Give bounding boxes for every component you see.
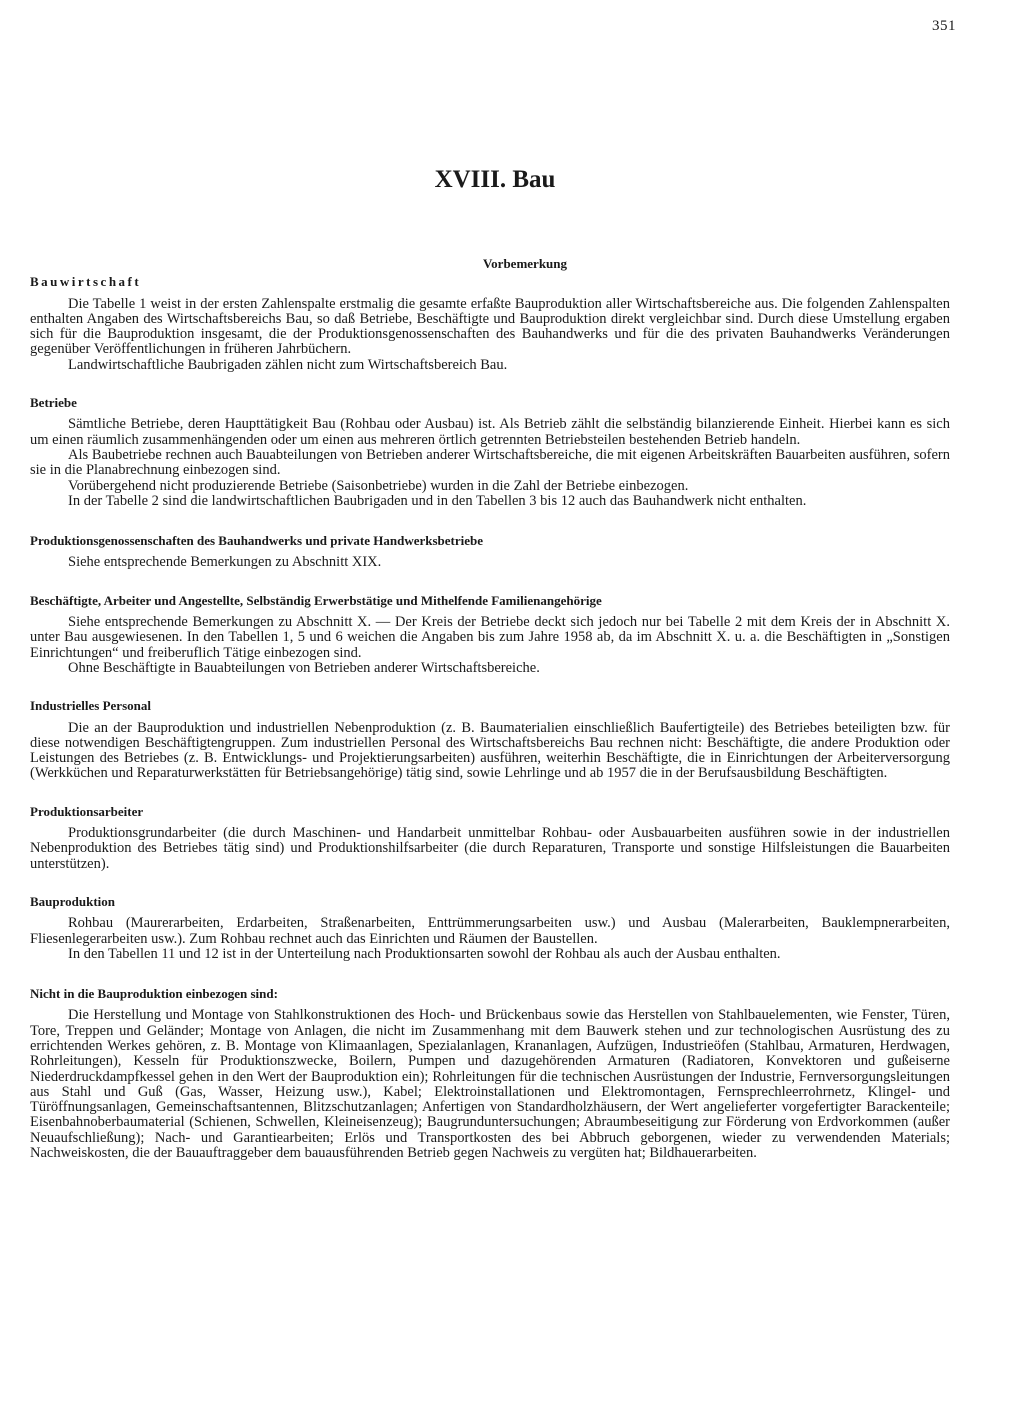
section-heading: Industrielles Personal [30,698,151,714]
section-heading: Produktionsarbeiter [30,803,144,819]
section-heading: Beschäftigte, Arbeiter und Angestellte, Selbständig Erwerbstätige und Mithelfende Familienangehörige [30,592,602,608]
paragraph: Landwirtschaftliche Baubrigaden zählen nicht zum Wirtschaftsbereich Bau. [68,356,508,373]
paragraph: Sämtliche Betriebe, deren Haupttätigkeit Bau (Rohbau oder Ausbau) ist. Als Betrieb zählt die selbständig bilanzierende Einheit. Hierbei kann es sich um einen räumlich zusammenhängenden oder um einen aus mehreren örtlich getrennten Betriebsteilen bestehenden Betrieb handeln. [30,416,950,448]
section-beschaeftigte [30,593,950,676]
paragraph: Siehe entsprechende Bemerkungen zu Abschnitt XIX. [68,554,382,571]
section-produktionsarbeiter [30,804,950,872]
section-heading: Nicht in die Bauproduktion einbezogen sind: [30,986,278,1002]
section-heading: Betriebe [30,395,77,411]
section-produktionsgenossenschaften [30,533,950,571]
page-number: 351 [932,18,956,34]
section-heading: Bauwirtschaft [30,274,142,290]
paragraph: Produktionsgrundarbeiter (die durch Maschinen- und Handarbeit unmittelbar Rohbau- oder Ausbauarbeiten ausführen sowie in der industriellen Nebenproduktion des Betriebes tätig sind) und Produktionshilfsarbeiter (die durch Reparaturen, Transporte und sonstige Hilfsleistungen die Bauarbeiten unterstützen). [30,825,950,872]
paragraph: In der Tabelle 2 sind die landwirtschaftlichen Baubrigaden und in den Tabellen 3 bis 12 auch das Bauhandwerk nicht enthalten. [68,492,807,509]
paragraph: Die an der Bauproduktion und industriellen Nebenproduktion (z. B. Baumaterialien einschließlich Baufertigteile) des Betriebes beteiligten bzw. für diese notwendigen Beschäftigtengruppen. Zum industriellen Personal des Wirtschaftsbereichs Bau rechnen nicht: Beschäftigte, die andere Produktion oder Leistungen des Betriebes (z. B. Entwicklungs- und Projektierungsarbeiten) ausführen, weiterhin Beschäftigte, die in Einrichtungen der Arbeiterversorgung (Werkküchen und Reparaturwerkstätten für Betriebsangehörige) tätig sind, sowie Lehrlinge und ab 1957 die in der Berufsausbildung Beschäftigten. [30,719,950,782]
section-industrielles-personal [30,698,950,781]
paragraph: Ohne Beschäftigte in Bauabteilungen von Betrieben anderer Wirtschaftsbereiche. [68,659,540,676]
chapter-title: XVIII. Bau [434,166,556,193]
paragraph: Die Herstellung und Montage von Stahlkonstruktionen des Hoch- und Brückenbaus sowie das Herstellen von Stahlbauelementen, wie Fenster, Türen, Tore, Treppen und Geländer; Montage von Anlagen, die nicht im Zusammenhang mit dem Bauwerk stehen und zur technologischen Ausrüstung des zu errichtenden Werkes gehören, z. B. Montage von Klimaanlagen, Spezialanlagen, Krananlagen, Aufzügen, Industrieöfen (Stahlbau, Armaturen, Herdwagen, Rohrleitungen), Kesseln für Produktionszwecke, Boilern, Pumpen und dazugehörenden Armaturen (Radiatoren, Konvektoren und gußeiserne Niederdruckdampfkessel gehen in den Wert der Bauproduktion ein); Rohrleitungen für die technischen Ausrüstungen der Industrie, Fernversorgungsleitungen aus Stahl und Guß (Gas, Wasser, Heizung usw.), Kabel; Elektroinstallationen und Elektromontagen, Fernsprechleerrohrnetz, Klingel- und Türöffnungsanlagen, Gemeinschaftsantennen, Blitzschutzanlagen; Anfertigen von Standardholzhäusern, der Wert angelieferter vorgefertigter Barackenteile; Eisenbahnoberbaumaterial (Schienen, Schwellen, Kleineisenzeug); Baugrunduntersuchungen; Abraumbeseitigung zur Förderung von Erdvorkommen (außer Neuaufschließung); Nach- und Garantiearbeiten; Erlös und Transportkosten des bei Abbruch geborgenen, wieder zu verwendenden Materials; Nachweiskosten, die der Bauauftraggeber dem bauausführenden Betrieb gegen Nachweis zu vergüten hat; Bildhauerarbeiten. [30,1007,950,1162]
section-bauwirtschaft [30,274,950,373]
content [30,256,950,1183]
section-heading: Produktionsgenossenschaften des Bauhandwerks und private Handwerksbetriebe [30,533,484,549]
paragraph: Rohbau (Maurerarbeiten, Erdarbeiten, Straßenarbeiten, Enttrümmerungsarbeiten usw.) und Ausbau (Malerarbeiten, Bauklempnerarbeiten, Fliesenlegerarbeiten usw.). Zum Rohbau rechnet auch das Einrichten und Räumen der Baustellen. [30,915,950,947]
section-betriebe [30,395,950,509]
preliminary-remark-heading: Vorbemerkung [482,256,568,271]
paragraph: Als Baubetriebe rechnen auch Bauabteilungen von Betrieben anderer Wirtschaftsbereiche, die mit eigenen Arbeitskräften Bauarbeiten ausführen, sofern sie in die Planabrechnung einbezogen sind. [30,446,950,479]
paragraph: Siehe entsprechende Bemerkungen zu Abschnitt X. — Der Kreis der Betriebe deckt sich jedoch nur bei Tabelle 2 mit dem Kreis der in Abschnitt X. unter Bau ausgewiesenen. In den Tabellen 1, 5 und 6 weichen die Angaben bis zum Jahre 1958 ab, da im Abschnitt X. u. a. die Beschäftigten in „Sonstigen Einrichtungen“ und freiberuflich Tätige einbezogen sind. [30,614,950,661]
section-nicht-einbezogen [30,986,950,1161]
paragraph: In den Tabellen 11 und 12 ist in der Unterteilung nach Produktionsarten sowohl der Rohbau als auch der Ausbau enthalten. [68,945,781,962]
paragraph: Die Tabelle 1 weist in der ersten Zahlenspalte erstmalig die gesamte erfaßte Bauproduktion aller Wirtschaftsbereiche aus. Die folgenden Zahlenspalten enthalten Angaben des Wirtschaftsbereichs Bau, so daß Betriebe, Beschäftigte und Bauproduktion direkt vergleichbar sind. Durch diese Umstellung ergaben sich für die Bauproduktion insgesamt, die der Produktionsgenossenschaften des Bauhandwerks und für die des privaten Bauhandwerks Veränderungen gegenüber Veröffentlichungen in früheren Jahrbüchern. [30,295,950,358]
paragraph: Vorübergehend nicht produzierende Betriebe (Saisonbetriebe) wurden in die Zahl der Betriebe einbezogen. [68,477,689,494]
section-heading: Bauproduktion [30,893,116,909]
section-bauproduktion [30,894,950,962]
